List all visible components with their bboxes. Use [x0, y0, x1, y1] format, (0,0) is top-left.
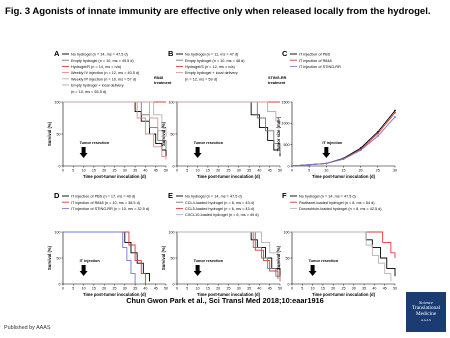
treatment-label: treatment — [268, 81, 286, 85]
legend-entry: (n = 10, ms = 55.5 d) — [71, 89, 107, 94]
data-point — [343, 158, 345, 160]
annotation-label: Tumor resection — [308, 259, 339, 263]
x-tick-label: 30 — [236, 286, 241, 291]
x-tick-label: 0 — [62, 168, 64, 173]
x-tick-label: 50 — [278, 168, 282, 173]
data-point — [394, 116, 396, 118]
panel-letter: F — [282, 191, 287, 200]
y-tick-label: 0 — [287, 282, 290, 287]
annotation-label: Tumor resection — [193, 141, 224, 145]
x-tick-label: 50 — [164, 168, 168, 173]
legend-entry: No hydrogel (n = 14, ms = 47.5 d) — [71, 52, 128, 57]
series-line — [63, 102, 166, 137]
series-line — [292, 232, 391, 281]
x-axis-title: Time post-tumor inoculation (d) — [312, 174, 375, 179]
x-tick-label: 10 — [195, 286, 200, 291]
x-tick-label: 50 — [164, 286, 168, 291]
x-tick-label: 0 — [176, 286, 178, 291]
panel-letter: D — [54, 191, 60, 200]
x-tick-label: 15 — [205, 286, 210, 291]
panel-d — [47, 191, 168, 297]
y-tick-label: 0 — [58, 164, 61, 169]
x-tick-label: 10 — [81, 168, 86, 173]
x-tick-label: 50 — [393, 286, 397, 291]
y-tick-label: 1500 — [281, 100, 290, 105]
y-tick-label: 50 — [285, 256, 290, 261]
y-tick-label: 0 — [287, 164, 290, 169]
y-tick-label: 100 — [54, 230, 61, 235]
y-tick-label: 100 — [168, 230, 175, 235]
x-tick-label: 0 — [176, 168, 178, 173]
x-tick-label: 20 — [102, 168, 107, 173]
legend-entry: No hydrogel (n = 14, ms = 47.5 d) — [299, 194, 356, 199]
x-tick-label: 5 — [186, 168, 189, 173]
panel-letter: C — [282, 49, 288, 58]
y-tick-label: 100 — [283, 230, 290, 235]
annotation-label: IT injection — [322, 141, 343, 145]
x-axis-title: Time post-tumor inoculation (d) — [83, 292, 146, 297]
x-tick-label: 25 — [341, 286, 346, 291]
x-tick-label: 35 — [247, 168, 252, 173]
panel-f — [276, 191, 397, 297]
y-tick-label: 0 — [172, 164, 175, 169]
y-tick-label: 50 — [170, 132, 175, 137]
x-tick-label: 30 — [236, 168, 241, 173]
legend-entry: Paclitaxel-loaded hydrogel (n = 8, ms = 54 d) — [299, 200, 375, 205]
legend-entry: Hydrogel/S (n = 12, ms = n/a) — [185, 65, 235, 69]
series-line — [177, 102, 280, 124]
series-line — [63, 232, 150, 281]
y-tick-label: 50 — [170, 256, 175, 261]
y-axis-title: Survival (%) — [161, 122, 166, 146]
x-tick-label: 10 — [195, 168, 200, 173]
y-tick-label: 100 — [168, 100, 175, 105]
x-tick-label: 20 — [331, 286, 336, 291]
legend-entry: IT injection of STING-RR (n = 10, ms = 32.5 d) — [71, 207, 150, 211]
panel-letter: A — [54, 49, 60, 58]
x-tick-label: 30 — [393, 168, 397, 173]
legend-entry: Empty hydrogel + local delivery — [71, 83, 124, 88]
legend-entry: IT injection of STING-RR — [299, 65, 341, 69]
x-tick-label: 15 — [205, 168, 210, 173]
series-line — [292, 232, 395, 258]
legend-entry: IT injection of PBS (n = 17, ms = 40 d) — [71, 194, 136, 199]
y-tick-label: 100 — [54, 100, 61, 105]
x-tick-label: 30 — [122, 168, 127, 173]
x-tick-label: 45 — [267, 168, 272, 173]
y-axis-title: Survival (%) — [47, 246, 52, 270]
panel-e — [161, 191, 282, 297]
treatment-label: treatment — [154, 81, 172, 85]
legend-entry: CCL5-loaded hydrogel (n = 6, ms = 43 d) — [185, 207, 255, 211]
data-point — [394, 110, 396, 112]
panel-letter: E — [168, 191, 174, 200]
series-line — [177, 232, 280, 281]
x-tick-label: 5 — [308, 168, 311, 173]
x-tick-label: 40 — [257, 168, 262, 173]
annotation-label: IT injection — [79, 259, 100, 263]
series-line — [63, 232, 135, 284]
series-line — [177, 232, 280, 276]
x-tick-label: 50 — [278, 286, 282, 291]
legend-entry: Empty hydrogel + local delivery — [185, 71, 238, 76]
x-tick-label: 25 — [226, 286, 231, 291]
x-tick-label: 10 — [324, 168, 329, 173]
annotation-arrow — [194, 147, 202, 158]
y-tick-label: 500 — [283, 142, 290, 147]
legend-entry: Hydrogel/R (n = 14, ms = n/a) — [71, 65, 122, 69]
x-tick-label: 20 — [102, 286, 107, 291]
x-tick-label: 45 — [153, 168, 158, 173]
legend-entry: Weekly IV injection (n = 12, ms = 40.5 d) — [71, 71, 140, 76]
data-point — [377, 133, 379, 135]
y-tick-label: 0 — [58, 282, 61, 287]
y-axis-title: Survival (%) — [161, 246, 166, 270]
x-tick-label: 25 — [375, 168, 380, 173]
y-tick-label: 50 — [56, 256, 61, 261]
x-axis-title: Time post-tumor inoculation (d) — [312, 292, 375, 297]
x-tick-label: 40 — [372, 286, 377, 291]
x-axis-title: Time post-tumor inoculation (d) — [197, 174, 260, 179]
published-by: Published by AAAS — [4, 325, 51, 331]
x-tick-label: 30 — [351, 286, 356, 291]
treatment-label: R848 — [154, 76, 164, 80]
annotation-arrow — [322, 147, 330, 158]
x-tick-label: 45 — [267, 286, 272, 291]
x-tick-label: 0 — [62, 286, 64, 291]
legend-entry: Empty hydrogel (n = 10, ms = 48 d) — [185, 58, 245, 63]
annotation-label: Tumor resection — [79, 141, 110, 145]
x-tick-label: 45 — [153, 286, 158, 291]
x-tick-label: 15 — [91, 286, 96, 291]
data-point — [291, 165, 293, 167]
legend-entry: Empty hydrogel (n = 10, ms = 49.5 d) — [71, 58, 134, 63]
x-tick-label: 10 — [81, 286, 86, 291]
annotation-label: Tumor resection — [193, 259, 224, 263]
series-line — [177, 232, 278, 279]
y-axis-title: Survival (%) — [276, 246, 281, 270]
legend-entry: CCL4-loaded hydrogel (n = 6, ms = 43 d) — [185, 200, 255, 205]
x-axis-title: Time post-tumor inoculation (d) — [83, 174, 146, 179]
series-line — [63, 102, 166, 156]
x-tick-label: 45 — [382, 286, 387, 291]
x-tick-label: 35 — [247, 286, 252, 291]
legend-entry: IT injection of R848 (n = 10, ms = 38.5 d) — [71, 200, 140, 205]
series-line — [63, 232, 145, 284]
citation: Chun Gwon Park et al., Sci Transl Med 2018;10:eaar1916 — [126, 296, 324, 305]
annotation-arrow — [80, 147, 88, 158]
legend-entry: No hydrogel (n = 14, ms = 47.5 d) — [185, 194, 242, 199]
logo-line-3: Medicine — [415, 310, 437, 317]
x-tick-label: 15 — [91, 168, 96, 173]
annotation-arrow — [80, 265, 88, 276]
x-tick-label: 40 — [257, 286, 262, 291]
legend-entry: IT injection of R848 — [299, 58, 332, 63]
series-line — [63, 102, 166, 131]
legend-entry: Weekly IP injection (n = 10, ms = 57 d) — [71, 77, 137, 82]
data-point — [377, 135, 379, 137]
x-tick-label: 40 — [143, 286, 148, 291]
y-tick-label: 50 — [56, 132, 61, 137]
x-tick-label: 5 — [72, 168, 75, 173]
y-tick-label: 1000 — [281, 121, 290, 126]
series-line — [63, 102, 166, 150]
x-tick-label: 40 — [143, 168, 148, 173]
legend-entry: No hydrogel (n = 11, ms = 47 d) — [185, 52, 239, 57]
x-tick-label: 35 — [362, 286, 367, 291]
annotation-arrow — [194, 265, 202, 276]
y-axis-title: Survival (%) — [47, 122, 52, 146]
x-tick-label: 20 — [358, 168, 363, 173]
x-tick-label: 25 — [226, 168, 231, 173]
treatment-label: STING-RR — [268, 76, 287, 80]
logo-line-2: Translational — [411, 304, 441, 311]
x-tick-label: 25 — [112, 286, 117, 291]
x-tick-label: 35 — [133, 286, 138, 291]
x-tick-label: 5 — [72, 286, 75, 291]
x-tick-label: 0 — [291, 286, 293, 291]
x-tick-label: 20 — [216, 286, 221, 291]
x-tick-label: 20 — [216, 168, 221, 173]
x-tick-label: 15 — [341, 168, 346, 173]
panel-b — [161, 49, 287, 179]
x-axis-title: Time post-tumor inoculation (d) — [197, 292, 260, 297]
x-tick-label: 5 — [301, 286, 304, 291]
series-line — [177, 102, 280, 156]
x-tick-label: 0 — [291, 168, 293, 173]
logo-line-4: AAAS — [420, 318, 432, 323]
data-point — [325, 163, 327, 165]
x-tick-label: 35 — [133, 168, 138, 173]
x-tick-label: 25 — [112, 168, 117, 173]
x-tick-label: 30 — [122, 286, 127, 291]
legend-entry: IT injection of PBS — [299, 52, 331, 57]
legend-entry: CXCL10-loaded hydrogel (n = 6, ms = 49 d) — [185, 213, 259, 218]
journal-logo — [406, 292, 446, 332]
y-axis-title: Tumor size (mm³) — [276, 116, 281, 152]
figure-title: Fig. 3 Agonists of innate immunity are effective only when released locally from the hydrogel. — [5, 6, 431, 17]
panel-c — [276, 49, 397, 179]
legend-entry: (n = 12, ms = 59 d) — [185, 77, 218, 82]
panel-a — [47, 49, 172, 179]
legend-entry: Doxorubicin-loaded hydrogel (n = 8, ms = 42.5 d) — [299, 207, 382, 211]
panel-letter: B — [168, 49, 174, 58]
series-line — [63, 102, 166, 160]
annotation-arrow — [309, 265, 317, 276]
y-tick-label: 0 — [172, 282, 175, 287]
data-point — [394, 112, 396, 114]
data-point — [360, 149, 362, 151]
x-tick-label: 10 — [310, 286, 315, 291]
series-line — [292, 232, 395, 276]
x-tick-label: 15 — [320, 286, 325, 291]
x-tick-label: 5 — [186, 286, 189, 291]
logo-line-1: Science — [418, 300, 434, 306]
